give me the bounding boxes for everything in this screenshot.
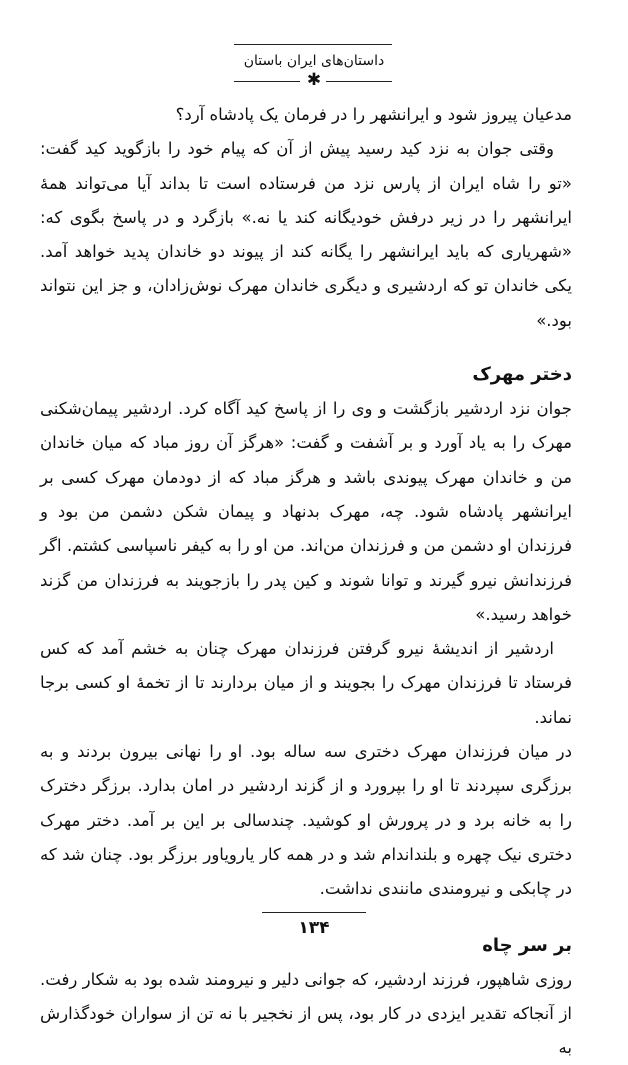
header-rule-right <box>326 81 392 82</box>
section-heading-at-the-well: بر سر چاه <box>482 934 572 956</box>
asterisk-ornament-icon: ✱ <box>306 70 322 90</box>
paragraph-shahpour-hunt: روزی شاهپور، فرزند اردشیر، که جوانی دلیر و نیرومند شده بود به شکار رفت. از آنجاکه تقدیر ایزدی در کار بود، پس از نخجیر با نه تن از سواران خودگذارش به <box>40 969 572 1058</box>
paragraph-mehrak-daughter: در میان فرزندان مهرک دختری سه ساله بود. او را نهانی بیرون بردند و به برزگری سپردند تا او را بپرورد و از گزند اردشیر در امان بدارد. برزگر دخترک را به خانه برد و در پرورش او کوشید. چندسالی بر این بر آمد. دختر مهرک دختری نیک چهره و بلنداندام شد و در همه کار یارویاور برزگر بود. چنان شد که در چابکی و نیرومندی مانندی نداشت. <box>40 742 572 899</box>
paragraph-continuation: مدعیان پیروز شود و ایرانشهر را در فرمان یک پادشاه آرد؟ <box>175 105 572 124</box>
paragraph-ardeshir-order: اردشیر از اندیشهٔ نیرو گرفتن فرزندان مهرک چنان به خشم آمد که کس فرستاد تا فرزندان مهرک را بجویند و از میان بردارند تا از تخمهٔ او کسی برجا نماند. <box>40 639 572 727</box>
header-rule-left <box>234 81 300 82</box>
footer-rule <box>262 912 366 913</box>
section-heading-daughter-of-mehrak: دختر مهرک <box>472 364 572 386</box>
paragraph-kid-reply: وقتی جوان به نزد کید رسید پیش از آن که پیام خود را بازگوید کید گفت: «تو را شاه ایران از پارس نزد من فرستاده است تا بداند آیا می‌تواند همهٔ ایرانشهر را در زیر درفش خودیگانه کند یا نه.» بازگرد و در پاسخ بگوی که: «شهریاری که باید ایرانشهر را یگانه کند از پیوند دو خاندان پدید خواهد آمد. یکی خاندان تو که اردشیری و دیگری خاندان مهرک نوش‌زادان، و جز این نتواند بود.» <box>40 139 572 330</box>
page-number: ۱۳۴ <box>298 918 330 938</box>
paragraph-ardeshir-anger: جوان نزد اردشیر بازگشت و وی را از پاسخ کید آگاه کرد. اردشیر پیمان‌شکنی مهرک را به یاد آورد و بر آشفت و گفت: «هرگز آن روز مباد که میان خاندان من و خاندان مهرک پیوندی باشد و هرگز مباد که از دودمان مهرک کسی بر ایرانشهر پادشاه شود. چه، مهرک بدنهاد و پیمان شکن دشمن من بود و فرزندان او دشمن من و فرزندان من‌اند. من او را به کیفر ناسپاسی کشتم. اگر فرزندانش نیرو گیرند و توانا شوند و کین پدر را بازجویند به فرزندان من گزند خواهد رسید.» <box>40 399 572 624</box>
header-top-rule <box>234 44 392 45</box>
running-title: داستان‌های ایران باستان <box>243 53 385 69</box>
